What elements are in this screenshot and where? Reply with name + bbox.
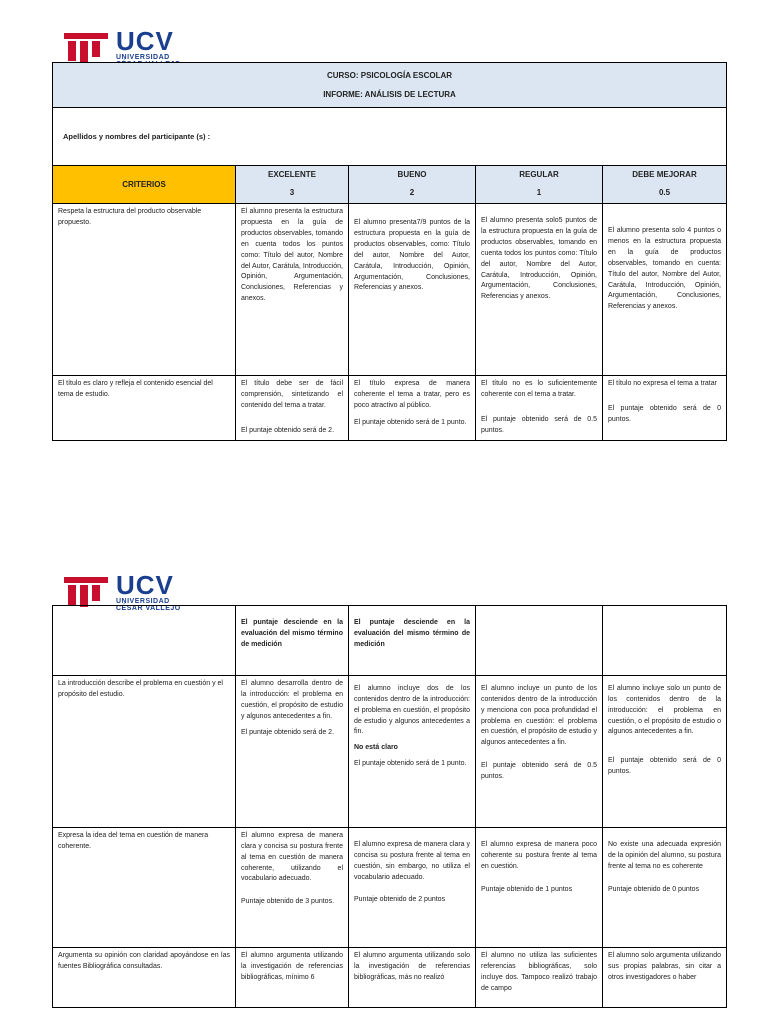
header-regular: REGULAR 1: [476, 166, 603, 204]
idea-bueno: El alumno expresa de manera clara y concisa su postura frente al tema en cuestión, sin embargo, no utiliza el vocabulario adecuado. Puntaje obtenido de 2 puntos: [349, 828, 476, 948]
header-debe-mejorar: DEBE MEJORAR 0.5: [603, 166, 727, 204]
argumenta-mejorar: El alumno solo argumenta utilizando sus propias palabras, sin citar a otros investigadores o haber: [603, 948, 727, 1008]
ucv-emblem-icon: [64, 33, 108, 63]
blank-criterio: [53, 606, 236, 676]
intro-bueno: El alumno incluye dos de los contenidos dentro de la introducción: el problema en cuestión, el propósito de estudio y algunos antecedentes a fin. No está claro El puntaje obtenido será de 1 punto.: [349, 676, 476, 828]
header-excelente: EXCELENTE 3: [236, 166, 349, 204]
estructura-mejorar: El alumno presenta solo 4 puntos o menos en la estructura propuesta en la guía de productos observables, tomando en cuenta: Título del autor, Nombre del Autor, Carátula, Introducción, Opinión, Argumentación, Conclusiones, Referencias y anexos.: [603, 204, 727, 376]
idea-excelente: El alumno expresa de manera clara y concisa su postura frente al tema en cuestión de manera coherente, utilizando el vocabulario adecuado. Puntaje obtenido de 3 puntos.: [236, 828, 349, 948]
criterio-argumenta: Argumenta su opinión con claridad apoyándose en las fuentes Bibliográfica consultadas.: [53, 948, 236, 1008]
idea-mejorar: No existe una adecuada expresión de la opinión del alumno, su postura frente al tema no es coherente Puntaje obtenido de 0 puntos: [603, 828, 727, 948]
no-esta-claro-note: No está claro: [354, 744, 398, 752]
rubric-table-2: [52, 605, 727, 1008]
course-header: [53, 63, 727, 108]
estructura-excelente: El alumno presenta la estructura propuesta en la guía de productos observables, tomando en cuenta todos los puntos como: Título del autor, Nombre del Autor, Carátula, Introducción, Opinión, Argumentación, Conclusiones, Referencias y anexos.: [236, 204, 349, 376]
blank-regular: [476, 606, 603, 676]
argumenta-regular: El alumno no utiliza las suficientes referencias bibliográficas, solo incluye dos. Tampoco realizó trabajo de campo: [476, 948, 603, 1008]
titulo-bueno: El título expresa de manera coherente el tema a tratar, pero es poco atractivo al público. El puntaje obtenido será de 1 punto.: [349, 376, 476, 440]
report-title: INFORME: ANÁLISIS DE LECTURA: [323, 90, 456, 100]
argumenta-bueno: El alumno argumenta utilizando solo la investigación de referencias bibliográficas, más no realizó: [349, 948, 476, 1008]
desc-bueno: El puntaje desciende en la evaluación del mismo término de medición: [349, 606, 476, 676]
logo-ucv: UCV: [116, 26, 174, 56]
logo-sub1: UNIVERSIDAD: [116, 54, 170, 61]
header-criterios: CRITERIOS: [53, 166, 236, 204]
idea-regular: El alumno expresa de manera poco coherente su postura frente al tema en cuestión. Puntaje obtenido de 1 puntos: [476, 828, 603, 948]
ucv-emblem-icon: [64, 577, 108, 607]
intro-mejorar: El alumno incluye solo un punto de los contenidos dentro de la introducción: el problema en cuestión, o el propósito de estudio o algunos antecedentes a fin. El puntaje obtenido será de 0 puntos.: [603, 676, 727, 828]
logo-ucv: UCV: [116, 570, 174, 600]
argumenta-excelente: El alumno argumenta utilizando la investigación de referencias bibliográficas, mínimo 6: [236, 948, 349, 1008]
titulo-excelente: El título debe ser de fácil comprensión, sintetizando el contenido del tema a tratar. El puntaje obtenido será de 2.: [236, 376, 349, 440]
header-bueno: BUENO 2: [349, 166, 476, 204]
criterio-titulo: El título es claro y refleja el contenido esencial del tema de estudio.: [53, 376, 236, 440]
titulo-mejorar: El título no expresa el tema a tratar El puntaje obtenido será de 0 puntos.: [603, 376, 727, 440]
participant-name: Apellidos y nombres del participante (s) :: [53, 108, 727, 166]
intro-excelente: El alumno desarrolla dentro de la introducción: el problema en cuestión, el propósito de estudio y algunos antecedentes a fin. El puntaje obtenido será de 2.: [236, 676, 349, 828]
logo-sub1: UNIVERSIDAD: [116, 598, 170, 605]
estructura-bueno: El alumno presenta7/9 puntos de la estructura propuesta en la guía de productos observables, como: Título del autor, Nombre del Autor, Carátula, Introducción, Opinión, Argumentación, Conclusiones, Referencias y anexos.: [349, 204, 476, 376]
estructura-regular: El alumno presenta solo5 puntos de la estructura propuesta en la guía de productos observables, tomando en cuenta todos los puntos como: Título del autor, Nombre del Autor, Carátula, Introducción, Opinión, Argumentación, Conclusiones, Referencias y anexos.: [476, 204, 603, 376]
logo-sub2: CÉSAR VALLEJO: [116, 605, 181, 612]
intro-regular: El alumno incluye un punto de los contenidos dentro de la introducción y menciona con poca profundidad el problema en cuestión: el problema en cuestión, el propósito de estudio y algunos antecedentes a fin. El puntaje obtenido será de 0.5 puntos.: [476, 676, 603, 828]
titulo-regular: El título no es lo suficientemente coherente con el tema a tratar. El puntaje obtenido será de 0.5 puntos.: [476, 376, 603, 440]
desc-excelente: El puntaje desciende en la evaluación del mismo término de medición: [236, 606, 349, 676]
blank-mejorar: [603, 606, 727, 676]
course-title: CURSO: PSICOLOGÍA ESCOLAR: [326, 71, 453, 80]
criterio-idea: Expresa la idea del tema en cuestión de manera coherente.: [53, 828, 236, 948]
criterio-introduccion: La introducción describe el problema en cuestión y el propósito del estudio.: [53, 676, 236, 828]
criterio-estructura: Respeta la estructura del producto observable propuesto.: [53, 204, 236, 376]
rubric-table-1: [52, 62, 727, 441]
